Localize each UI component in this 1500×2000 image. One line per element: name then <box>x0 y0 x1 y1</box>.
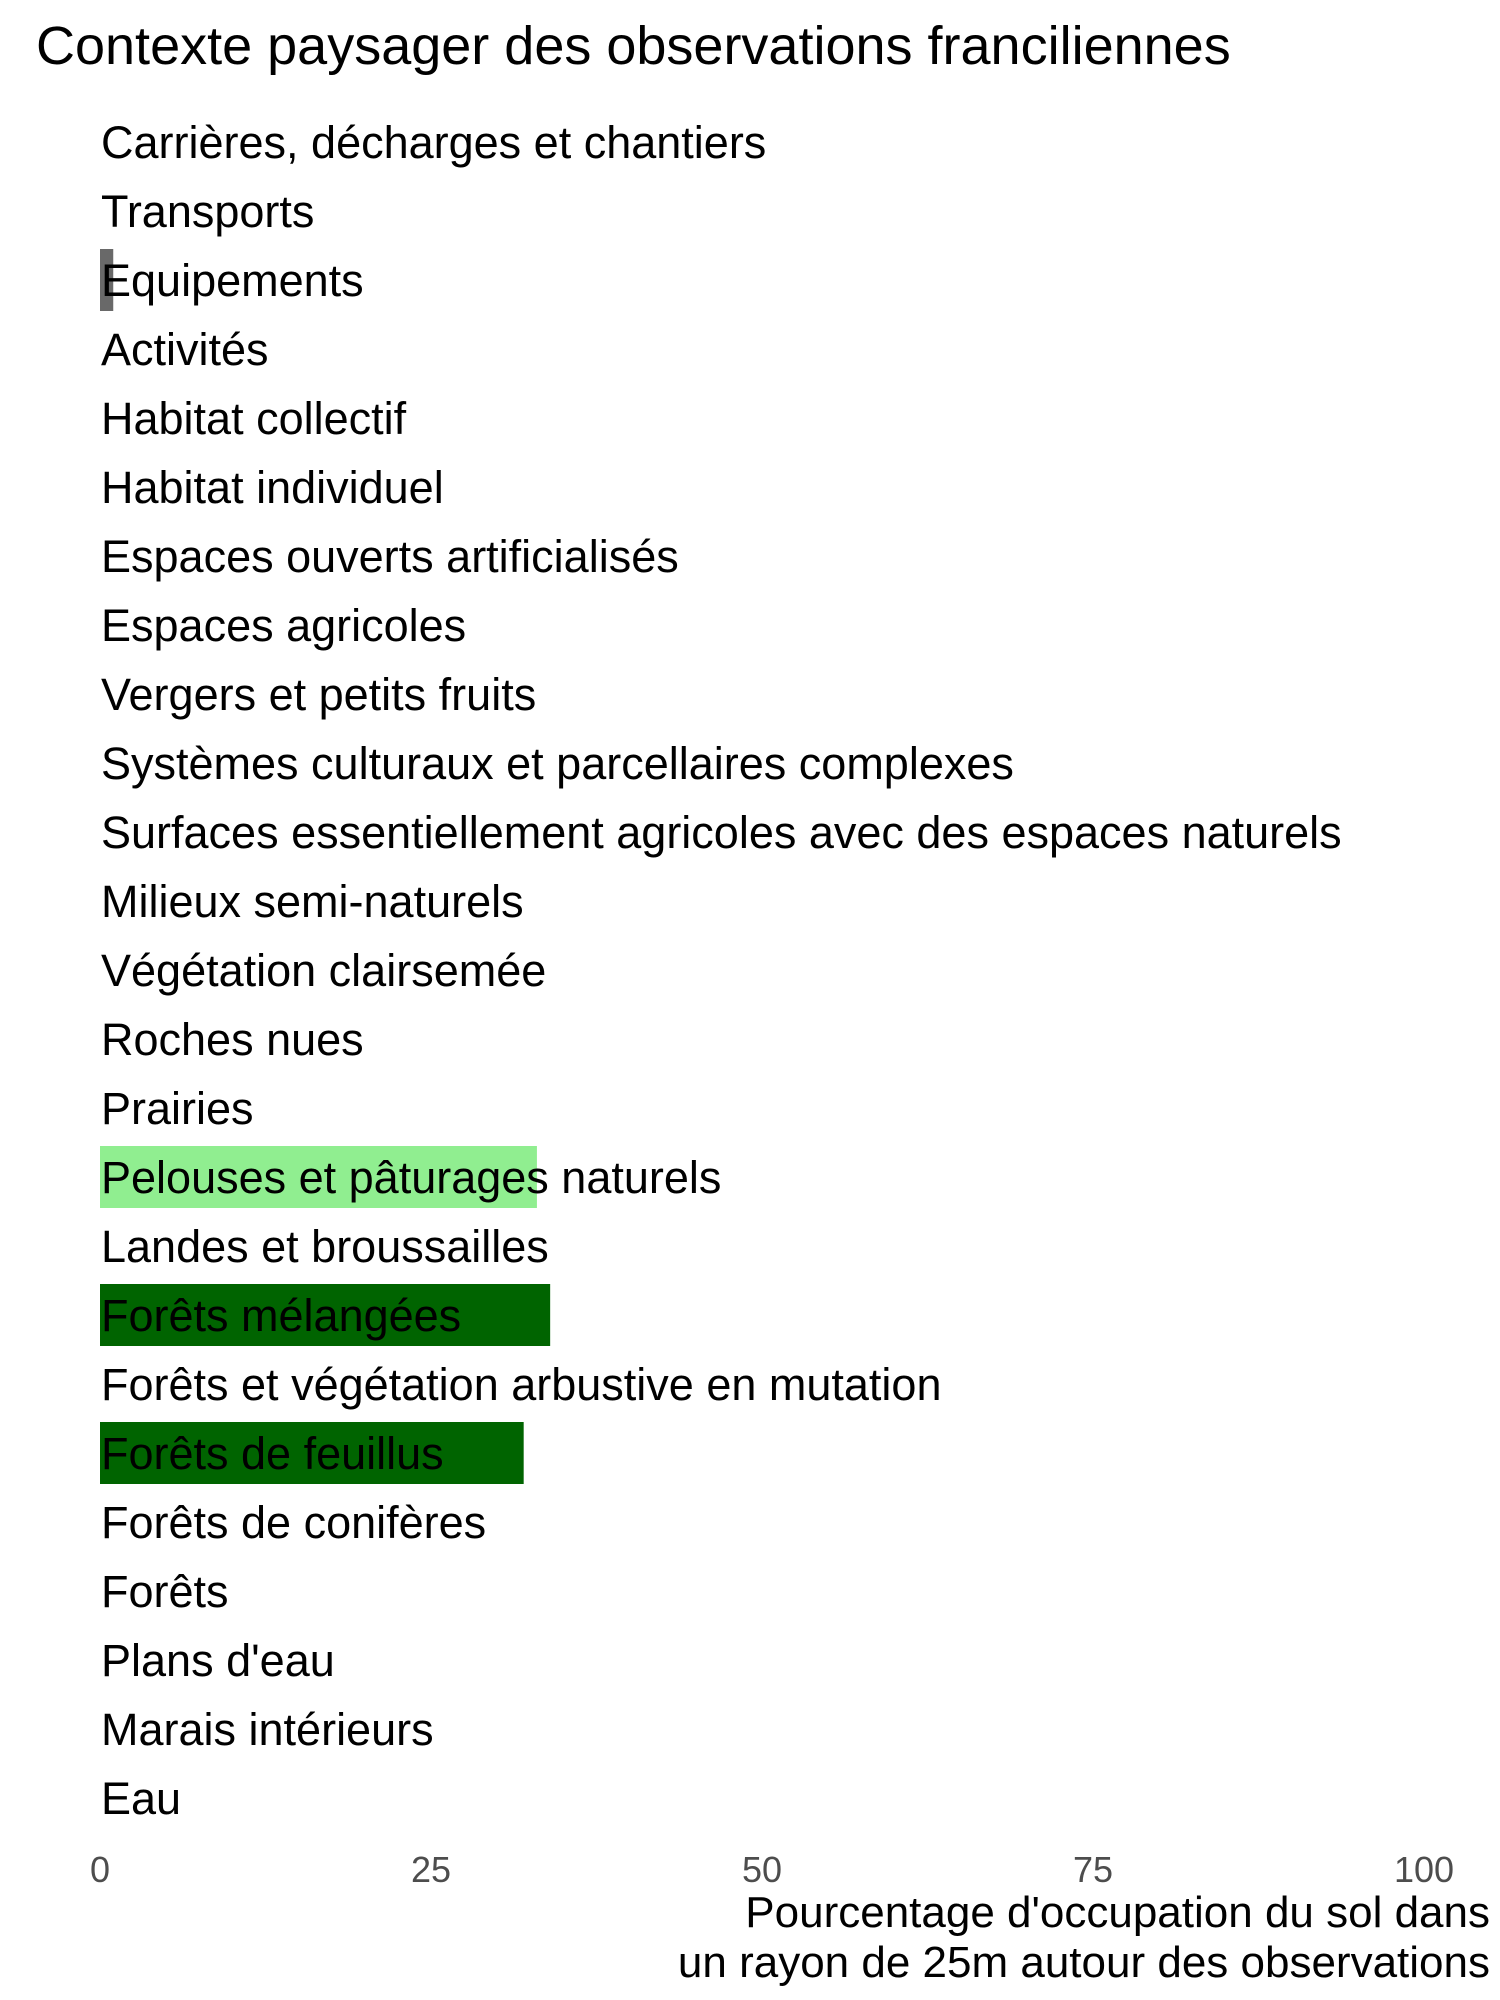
category-label: Pelouses et pâturages naturels <box>101 1152 722 1203</box>
x-axis-title-line-1: Pourcentage d'occupation du sol dans <box>745 1888 1490 1937</box>
x-axis-title <box>390 1888 1490 1988</box>
category-label: Roches nues <box>101 1014 364 1065</box>
category-label: Plans d'eau <box>101 1635 335 1686</box>
x-axis-title-line-2: un rayon de 25m autour des observations <box>677 1938 1490 1987</box>
x-tick-label: 25 <box>410 1849 452 1890</box>
x-tick-label: 75 <box>1072 1849 1114 1890</box>
category-label: Espaces ouverts artificialisés <box>101 531 679 582</box>
category-label: Transports <box>101 186 315 237</box>
chart-title: Contexte paysager des observations franciliennes <box>36 16 1231 76</box>
x-tick-label: 100 <box>1393 1849 1455 1890</box>
category-label: Systèmes culturaux et parcellaires complexes <box>101 738 1014 789</box>
category-label: Prairies <box>101 1083 254 1134</box>
category-label: Equipements <box>101 255 364 306</box>
category-label: Forêts de feuillus <box>101 1428 444 1479</box>
x-tick-label: 0 <box>89 1849 111 1890</box>
category-label: Landes et broussailles <box>101 1221 549 1272</box>
category-label: Carrières, décharges et chantiers <box>101 117 767 168</box>
category-label: Marais intérieurs <box>101 1704 434 1755</box>
category-label: Habitat individuel <box>101 462 444 513</box>
category-labels <box>101 117 1342 1824</box>
category-label: Espaces agricoles <box>101 600 467 651</box>
category-label: Végétation clairsemée <box>101 945 547 996</box>
category-label: Vergers et petits fruits <box>101 669 537 720</box>
category-label: Milieux semi-naturels <box>101 876 524 927</box>
category-label: Forêts de conifères <box>101 1497 487 1548</box>
category-label: Eau <box>101 1773 182 1824</box>
category-label: Forêts mélangées <box>101 1290 462 1341</box>
x-axis-ticks <box>90 1849 1454 1890</box>
category-label: Forêts <box>101 1566 229 1617</box>
category-label: Surfaces essentiellement agricoles avec des espaces naturels <box>101 807 1342 858</box>
x-tick-label: 50 <box>741 1849 783 1890</box>
category-label: Activités <box>101 324 269 375</box>
category-label: Forêts et végétation arbustive en mutation <box>101 1359 942 1410</box>
category-label: Habitat collectif <box>101 393 407 444</box>
